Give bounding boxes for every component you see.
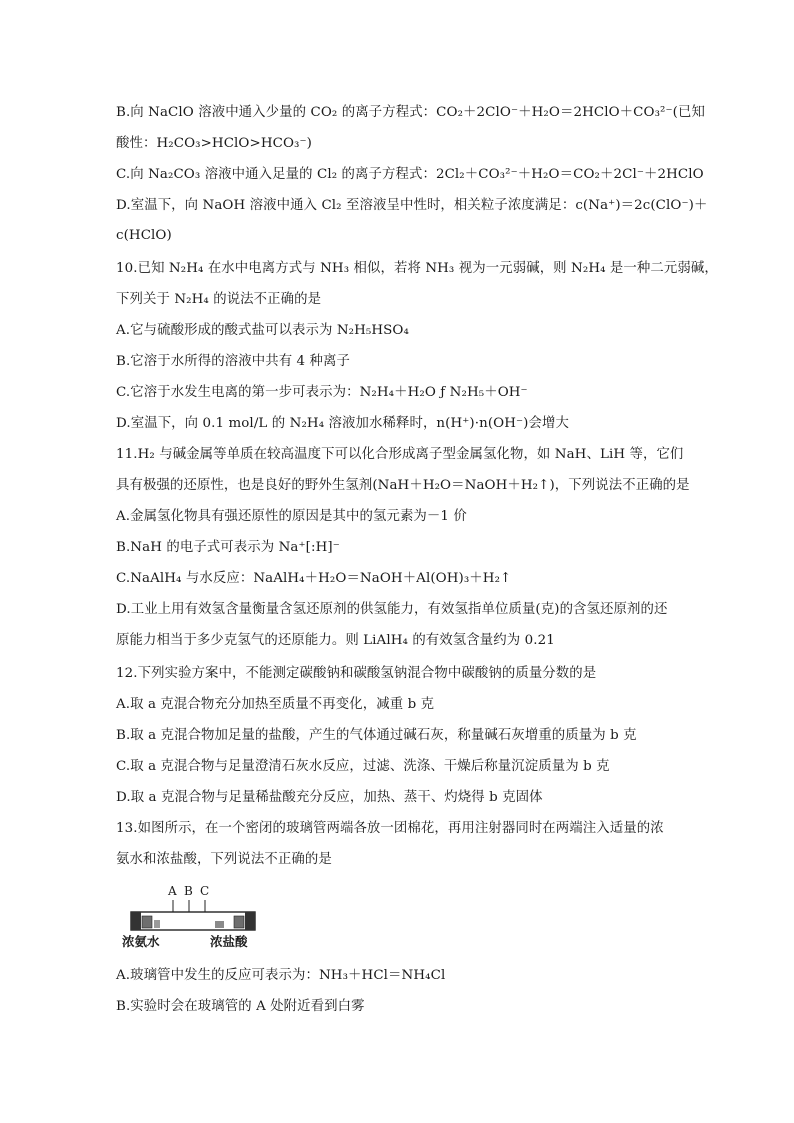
option-12d: D.取 a 克混合物与足量稀盐酸充分反应，加热、蒸干、灼烧得 b 克固体 xyxy=(116,790,543,805)
question-13-line2: 氨水和浓盐酸，下列说法不正确的是 xyxy=(116,852,332,867)
option-10d: D.室温下，向 0.1 mol/L 的 N₂H₄ 溶液加水稀释时，n(H⁺)·n(OH⁻)会增大 xyxy=(116,416,569,431)
right-cotton xyxy=(234,916,244,928)
option-11d-line2: 原能力相当于多少克氢气的还原能力。则 LiAlH₄ 的有效氢含量约为 0.21 xyxy=(116,633,555,648)
glass-tube-svg xyxy=(130,898,260,934)
question-13-line1: 13.如图所示，在一个密闭的玻璃管两端各放一团棉花，再用注射器同时在两端注入适量的浓 xyxy=(116,821,664,836)
left-cotton-small xyxy=(154,920,160,928)
option-9d-line2: c(HClO) xyxy=(116,228,172,243)
option-12a: A.取 a 克混合物充分加热至质量不再变化，减重 b 克 xyxy=(116,697,435,712)
left-cotton xyxy=(142,916,152,928)
glass-tube-diagram xyxy=(120,884,280,954)
left-stopper xyxy=(131,912,141,930)
tick-label-b: B xyxy=(184,884,193,898)
option-13a: A.玻璃管中发生的反应可表示为：NH₃＋HCl＝NH₄Cl xyxy=(116,968,446,983)
tick-label-a: A xyxy=(168,884,177,898)
option-9d-line1: D.室温下，向 NaOH 溶液中通入 Cl₂ 至溶液呈中性时，相关粒子浓度满足：c(Na⁺)＝2c(ClO⁻)＋ xyxy=(116,198,708,213)
option-12c: C.取 a 克混合物与足量澄清石灰水反应，过滤、洗涤、干燥后称量沉淀质量为 b 克 xyxy=(116,759,610,774)
option-13b: B.实验时会在玻璃管的 A 处附近看到白雾 xyxy=(116,999,365,1014)
question-11-line2: 具有极强的还原性，也是良好的野外生氢剂(NaH＋H₂O＝NaOH＋H₂↑)，下列说法不正确的是 xyxy=(116,478,690,493)
label-conc-ammonia: 浓氨水 xyxy=(122,934,160,949)
option-11b: B.NaH 的电子式可表示为 Na⁺[:H]⁻ xyxy=(116,540,340,555)
question-11-line1: 11.H₂ 与碱金属等单质在较高温度下可以化合形成离子型金属氢化物，如 NaH、LiH 等，它们 xyxy=(116,447,684,462)
right-stopper xyxy=(245,912,255,930)
option-11d-line1: D.工业上用有效氢含量衡量含氢还原剂的供氢能力，有效氢指单位质量(克)的含氢还原剂的还 xyxy=(116,602,668,617)
option-12b: B.取 a 克混合物加足量的盐酸，产生的气体通过碱石灰，称量碱石灰增重的质量为 b 克 xyxy=(116,728,637,743)
label-conc-hcl: 浓盐酸 xyxy=(210,934,248,949)
option-11c: C.NaAlH₄ 与水反应：NaAlH₄＋H₂O＝NaOH＋Al(OH)₃＋H₂↑ xyxy=(116,571,512,586)
option-9c: C.向 Na₂CO₃ 溶液中通入足量的 Cl₂ 的离子方程式：2Cl₂＋CO₃²⁻＋H₂O＝CO₂＋2Cl⁻＋2HClO xyxy=(116,167,704,182)
option-10b: B.它溶于水所得的溶液中共有 4 种离子 xyxy=(116,354,350,369)
right-cotton-small xyxy=(215,921,224,928)
option-9b-line2: 酸性：H₂CO₃>HClO>HCO₃⁻) xyxy=(116,136,312,151)
option-10a: A.它与硫酸形成的酸式盐可以表示为 N₂H₅HSO₄ xyxy=(116,323,409,338)
question-10-line2: 下列关于 N₂H₄ 的说法不正确的是 xyxy=(116,292,322,307)
tick-label-c: C xyxy=(200,884,210,898)
question-12: 12.下列实验方案中，不能测定碳酸钠和碳酸氢钠混合物中碳酸钠的质量分数的是 xyxy=(116,666,597,681)
option-9b-line1: B.向 NaClO 溶液中通入少量的 CO₂ 的离子方程式：CO₂＋2ClO⁻＋H₂O＝2HClO＋CO₃²⁻(已知 xyxy=(116,105,705,120)
option-10c: C.它溶于水发生电离的第一步可表示为：N₂H₄＋H₂O ƒ N₂H₅＋OH⁻ xyxy=(116,385,528,400)
option-11a: A.金属氢化物具有强还原性的原因是其中的氢元素为－1 价 xyxy=(116,509,467,524)
question-10-line1: 10.已知 N₂H₄ 在水中电离方式与 NH₃ 相似，若将 NH₃ 视为一元弱碱，则 N₂H₄ 是一种二元弱碱， xyxy=(116,261,718,276)
